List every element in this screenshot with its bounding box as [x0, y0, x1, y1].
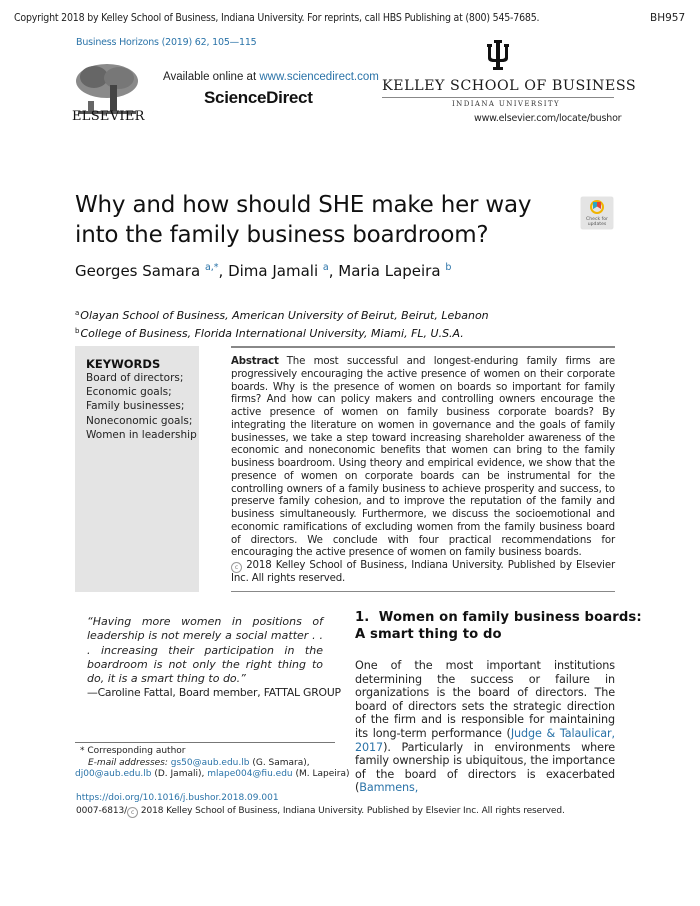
abstract-top-rule — [231, 346, 615, 348]
keyword-item: Noneconomic goals; — [86, 414, 193, 427]
footnotes — [75, 746, 350, 781]
affiliation-item — [75, 324, 489, 342]
affiliation-mark: a — [75, 309, 80, 317]
author-separator: , — [328, 262, 339, 280]
keywords-heading: KEYWORDS — [86, 357, 161, 371]
abstract-label: Abstract — [231, 356, 279, 367]
keyword-item: Board of directors; — [86, 372, 184, 384]
check-updates-label-1: Check for — [586, 217, 608, 222]
copyright-icon: c — [231, 562, 242, 573]
body-text: One of the most important institutions determining the success or failure in organizations is the board of directors. The board of directors sets the strategic direction of the firm and is responsible for maintaining its long-term performance ( — [355, 659, 615, 740]
kelley-divider — [382, 97, 614, 98]
abstract-bottom-rule — [231, 591, 615, 592]
email-link[interactable]: gs50@aub.edu.lb — [170, 757, 250, 768]
check-updates-label-2: updates — [587, 222, 607, 227]
author-name: Maria Lapeira — [338, 262, 441, 280]
keyword-item: Economic goals; — [86, 386, 172, 399]
corresponding-author-note: * Corresponding author — [80, 746, 186, 756]
affiliation-text: College of Business, Florida International University, Miami, FL, U.S.A. — [80, 326, 464, 340]
available-online-text: Available online at — [163, 71, 260, 83]
citation-link[interactable]: Bammens, — [359, 781, 419, 795]
bookmark-ribbon-icon — [590, 200, 604, 216]
author-affiliation-mark[interactable]: a,* — [204, 262, 219, 273]
section-title-line-1: 1. Women on family business boards: — [355, 610, 642, 625]
author-separator: , — [218, 262, 229, 280]
keyword-item: Women in leadership — [86, 428, 197, 441]
indiana-university-label: INDIANA UNIVERSITY — [452, 100, 561, 108]
abstract — [231, 356, 615, 586]
epigraph-attribution: —Caroline Fattal, Board member, FATTAL GROUP — [87, 686, 341, 699]
email-link[interactable]: dj00@aub.edu.lb — [75, 769, 152, 779]
citation-link[interactable]: Judge & Talaulicar, 2017 — [355, 726, 615, 754]
author-name: Dima Jamali — [228, 262, 319, 280]
issn-copyright-text: 2018 Kelley School of Business, Indiana University. Published by Elsevier Inc. All rights reserved. — [138, 806, 565, 816]
affiliation-item — [75, 306, 489, 324]
email-owner: (D. Jamali), — [151, 769, 208, 779]
author-affiliation-mark[interactable]: b — [445, 262, 452, 273]
reprint-notice: Copyright 2018 by Kelley School of Business, Indiana University. For reprints, call HBS Publishing at (800) 545-7685. — [14, 12, 540, 24]
available-online — [163, 71, 379, 83]
product-code: BH957 — [650, 12, 686, 24]
email-label: E-mail addresses: — [88, 757, 168, 768]
affiliation-mark: b — [75, 326, 80, 335]
footnote-rule — [75, 742, 335, 743]
section-title-line-2: A smart thing to do — [355, 627, 502, 642]
section-body — [355, 659, 615, 795]
kelley-school-name: KELLEY SCHOOL OF BUSINESS — [382, 78, 637, 94]
section-heading — [355, 609, 642, 643]
iu-trident-logo-icon — [486, 40, 510, 70]
epigraph-quote: “Having more women in positions of leadership is not merely a social matter . . . increasing their participation in the boardroom is not only the right thing to do, it is a smart thing to do.” — [87, 615, 323, 686]
email-owner: (G. Samara), — [249, 757, 310, 768]
doi-link[interactable]: https://doi.org/10.1016/j.bushor.2018.09.001 — [76, 793, 279, 803]
copyright-icon: c — [127, 807, 138, 818]
body-text: ). Particularly in environments where family ownership is ubiquitous, the importance of the board of directors is exacerbated ( — [355, 740, 615, 795]
elsevier-wordmark: ELSEVIER — [72, 109, 145, 124]
affiliations — [75, 306, 489, 341]
journal-url[interactable]: www.elsevier.com/locate/bushor — [474, 113, 622, 124]
author-list — [75, 262, 451, 280]
author-affiliation-mark[interactable]: a — [322, 262, 329, 273]
issn-prefix: 0007-6813/ — [76, 806, 128, 816]
author-name: Georges Samara — [75, 262, 201, 280]
sciencedirect-logo: ScienceDirect — [204, 88, 313, 107]
email-link[interactable]: mlape004@fiu.edu — [207, 769, 293, 779]
title-line-2: into the family business boardroom? — [75, 222, 489, 248]
journal-reference[interactable]: Business Horizons (2019) 62, 105—115 — [76, 37, 257, 48]
issn-copyright — [76, 806, 565, 818]
abstract-copyright: 2018 Kelley School of Business, Indiana University. Published by Elsevier Inc. All rights reserved. — [231, 560, 615, 584]
affiliation-text: Olayan School of Business, American University of Beirut, Beirut, Lebanon — [80, 309, 489, 322]
email-owner: (M. Lapeira) — [292, 769, 350, 779]
check-for-updates-button[interactable] — [581, 197, 613, 229]
abstract-text: The most successful and longest-enduring family firms are progressively encouraging the active presence of women on their corporate boards. Why is the presence of women on boards so important for family firms? And how can policy makers and controlling owners encourage the active presence of women on family business corporate boards? By integrating the literature on women in governance and the goals of family businesses, we take a step toward increasing shareholder awareness of the economic and noneconomic benefits that women can bring to the family business boardroom. Using theory and empirical evidence, we show that the presence of women on corporate boards can be instrumental for the controlling owners of a family business to achieve prosperity and success, to preserve family cohesion, and to improve the reputation of the family and business simultaneously. Furthermore, we discuss the socioemotional and economic ramifications of excluding women from the family business board of directors. We conclude with four practical recommendations for encouraging the active presence of women on family business boards. — [231, 356, 615, 559]
keyword-item: Family businesses; — [86, 400, 185, 413]
keywords-list — [86, 371, 197, 442]
title-line-1: Why and how should SHE make her way — [75, 192, 532, 218]
article-title — [75, 190, 531, 250]
sciencedirect-link[interactable]: www.sciencedirect.com — [259, 71, 379, 83]
